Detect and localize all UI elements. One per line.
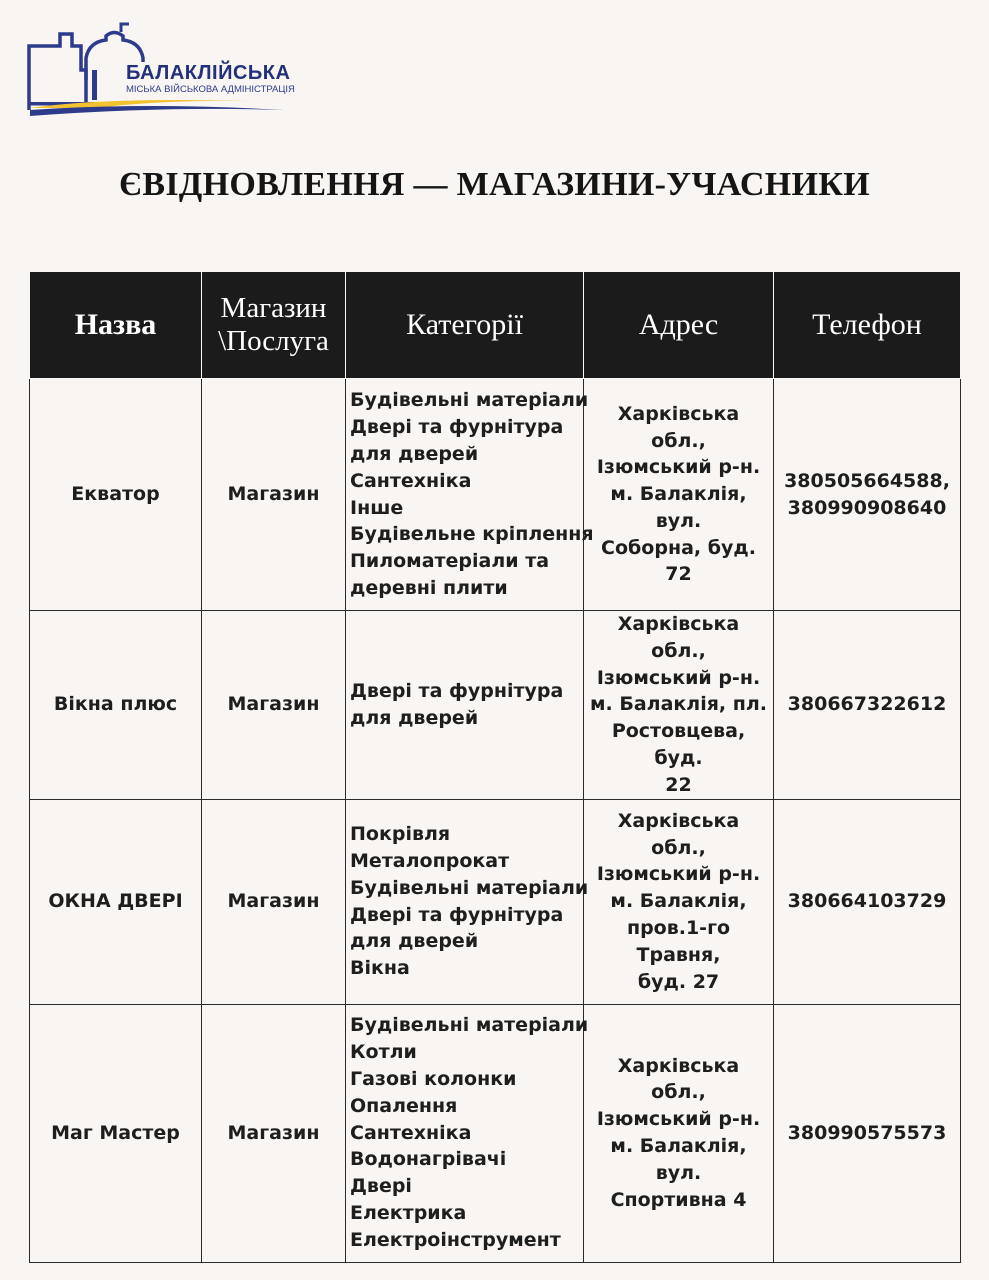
phone-cell bbox=[774, 379, 961, 611]
address-line: Ізюмський р-н. bbox=[596, 863, 761, 886]
address-cell bbox=[584, 1004, 774, 1262]
categories-cell bbox=[346, 379, 594, 611]
header-phone: Телефон bbox=[774, 272, 961, 379]
category-line: Газові колонки bbox=[350, 1068, 517, 1091]
address-line: Харківська обл., bbox=[617, 809, 740, 859]
shop-name-cell: Маг Мастер bbox=[30, 1004, 202, 1262]
header-name: Назва bbox=[30, 272, 202, 379]
header-type-line2: \Послуга bbox=[218, 325, 329, 357]
category-line: Металопрокат bbox=[350, 849, 510, 872]
address-line: 22 bbox=[665, 773, 692, 796]
category-line: для дверей bbox=[350, 930, 479, 953]
address-cell bbox=[584, 379, 774, 611]
category-line: Інше bbox=[350, 496, 404, 519]
shop-name-cell: Екватор bbox=[30, 379, 202, 611]
phone-cell bbox=[774, 1004, 961, 1262]
header-address: Адрес bbox=[584, 272, 774, 379]
category-line: Водонагрівачі bbox=[350, 1148, 507, 1171]
address-line: Харківська обл., bbox=[617, 402, 740, 452]
shop-type-cell: Магазин bbox=[202, 799, 346, 1004]
category-line: Будівельне кріплення bbox=[350, 523, 594, 546]
phone-number: 380505664588, bbox=[784, 469, 950, 492]
header-type-line1: Магазин bbox=[220, 292, 327, 324]
address-line: Ростовцева, буд. bbox=[611, 720, 746, 769]
category-line: для дверей bbox=[350, 706, 479, 729]
category-line: Котли bbox=[350, 1041, 417, 1064]
logo-title: БАЛАКЛІЙСЬКА bbox=[126, 62, 291, 84]
address-line: Ізюмський р-н. bbox=[596, 456, 761, 479]
table-row bbox=[30, 799, 961, 1004]
address-line: Ізюмський р-н. bbox=[596, 666, 761, 689]
categories-cell bbox=[346, 799, 589, 1004]
category-line: Двері та фурнітура bbox=[350, 679, 564, 702]
shop-type-cell: Магазин bbox=[202, 611, 346, 800]
category-line: Сантехніка bbox=[350, 1121, 472, 1144]
category-line: Двері та фурнітура bbox=[350, 416, 564, 439]
category-line: Електрика bbox=[350, 1202, 467, 1225]
shop-type-cell: Магазин bbox=[202, 379, 346, 611]
category-line: для дверей bbox=[350, 442, 479, 465]
address-line: буд. 27 bbox=[637, 970, 720, 993]
address-line: пров.1-го Травня, bbox=[626, 916, 731, 966]
logo-subtitle: МІСЬКА ВІЙСЬКОВА АДМІНІСТРАЦІЯ bbox=[126, 84, 295, 95]
address-line: м. Балаклія, вул. bbox=[610, 1135, 747, 1184]
category-line: деревні плити bbox=[350, 576, 508, 599]
categories-cell bbox=[346, 611, 584, 800]
address-line: Соборна, буд. 72 bbox=[601, 536, 756, 586]
category-line: Будівельні матеріали bbox=[350, 1014, 589, 1037]
table-row bbox=[30, 379, 961, 611]
phone-number: 380667322612 bbox=[787, 693, 947, 716]
address-cell bbox=[584, 611, 774, 800]
address-line: м. Балаклія, пл. bbox=[589, 693, 768, 716]
phone-number: 380990575573 bbox=[787, 1121, 947, 1144]
header-type bbox=[202, 272, 346, 379]
phone-number: 380990908640 bbox=[787, 496, 947, 519]
page-title: ЄВІДНОВЛЕННЯ — МАГАЗИНИ-УЧАСНИКИ bbox=[119, 166, 870, 203]
category-line: Будівельні матеріали bbox=[350, 389, 589, 412]
shop-name-cell: Вікна плюс bbox=[30, 611, 202, 800]
shop-name-cell: ОКНА ДВЕРІ bbox=[30, 799, 202, 1004]
phone-cell bbox=[774, 799, 961, 1004]
address-line: м. Балаклія, bbox=[610, 890, 747, 913]
table-row bbox=[30, 1004, 961, 1262]
phone-number: 380664103729 bbox=[787, 890, 947, 913]
address-cell bbox=[584, 799, 774, 1004]
table-header-row bbox=[30, 272, 961, 379]
address-line: Харківська обл., bbox=[617, 613, 740, 662]
category-line: Вікна bbox=[350, 957, 410, 980]
category-line: Будівельні матеріали bbox=[350, 876, 589, 899]
category-line: Двері та фурнітура bbox=[350, 903, 564, 926]
table-row bbox=[30, 611, 961, 800]
category-line: Пиломатеріали та bbox=[350, 550, 550, 573]
category-line: Опалення bbox=[350, 1094, 458, 1117]
category-line: Двері bbox=[350, 1175, 412, 1198]
header-categories: Категорії bbox=[346, 272, 584, 379]
category-line: Сантехніка bbox=[350, 469, 472, 492]
address-line: Спортивна 4 bbox=[610, 1188, 747, 1211]
address-line: Ізюмський р-н. bbox=[596, 1108, 761, 1131]
phone-cell bbox=[774, 611, 961, 800]
category-line: Покрівля bbox=[350, 823, 451, 846]
shop-type-cell: Магазин bbox=[202, 1004, 346, 1262]
address-line: Харківська обл., bbox=[617, 1054, 740, 1104]
categories-cell bbox=[346, 1004, 589, 1262]
shops-table bbox=[29, 271, 961, 1263]
logo bbox=[26, 22, 296, 122]
category-line: Електроінструмент bbox=[350, 1228, 561, 1251]
address-line: м. Балаклія, вул. bbox=[610, 483, 747, 532]
